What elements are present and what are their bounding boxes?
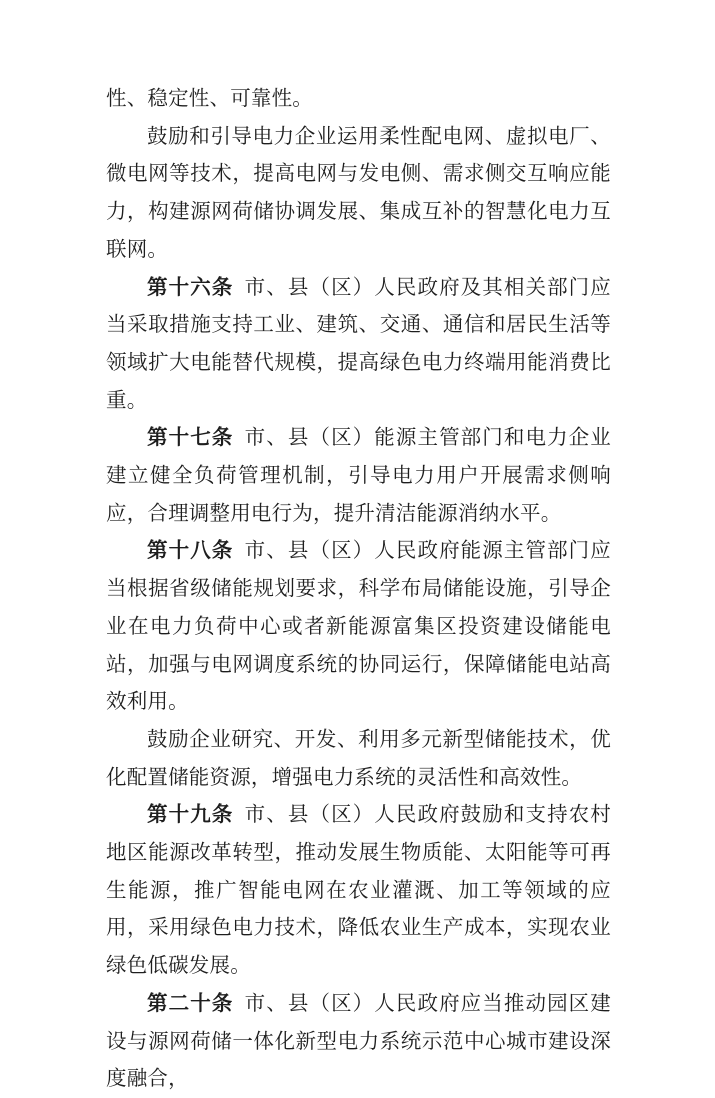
article-number: 第二十条	[147, 991, 234, 1015]
article-number: 第十八条	[147, 539, 234, 563]
paragraph	[106, 80, 611, 118]
paragraph-text: 鼓励企业研究、开发、利用多元新型储能技术，优化配置储能资源，增强电力系统的灵活性和高效性。	[106, 727, 611, 789]
paragraph	[106, 985, 611, 1098]
paragraph-text: 市、县（区）人民政府应当推动园区建设与源网荷储一体化新型电力系统示范中心城市建设深度融合，	[106, 991, 611, 1091]
article-number: 第十六条	[147, 275, 234, 299]
paragraph-text: 性、稳定性、可靠性。	[106, 87, 313, 110]
paragraph-text: 市、县（区）人民政府及其相关部门应当采取措施支持工业、建筑、交通、通信和居民生活等领域扩大电能替代规模，提高绿色电力终端用能消费比重。	[106, 275, 611, 412]
paragraph-text: 市、县（区）能源主管部门和电力企业建立健全负荷管理机制，引导电力用户开展需求侧响应，合理调整用电行为，提升清洁能源消纳水平。	[106, 426, 611, 525]
paragraph	[106, 269, 611, 420]
paragraph	[106, 118, 611, 269]
article-number: 第十九条	[147, 803, 234, 827]
paragraph-text: 鼓励和引导电力企业运用柔性配电网、虚拟电厂、微电网等技术，提高电网与发电侧、需求侧交互响应能力，构建源网荷储协调发展、集成互补的智慧化电力互联网。	[106, 124, 611, 261]
paragraph	[106, 796, 611, 985]
paragraph-text: 市、县（区）人民政府鼓励和支持农村地区能源改革转型，推动发展生物质能、太阳能等可再生能源，推广智能电网在农业灌溉、加工等领域的应用，采用绿色电力技术，降低农业生产成本，实现农业绿色低碳发展。	[106, 803, 611, 978]
paragraph-text: 市、县（区）人民政府能源主管部门应当根据省级储能规划要求，科学布局储能设施，引导企业在电力负荷中心或者新能源富集区投资建设储能电站，加强与电网调度系统的协同运行，保障储能电站高效利用。	[106, 539, 611, 714]
paragraph	[106, 419, 611, 532]
article-number: 第十七条	[147, 426, 234, 450]
document-text-block	[106, 80, 611, 1098]
paragraph	[106, 532, 611, 721]
paragraph	[106, 721, 611, 796]
